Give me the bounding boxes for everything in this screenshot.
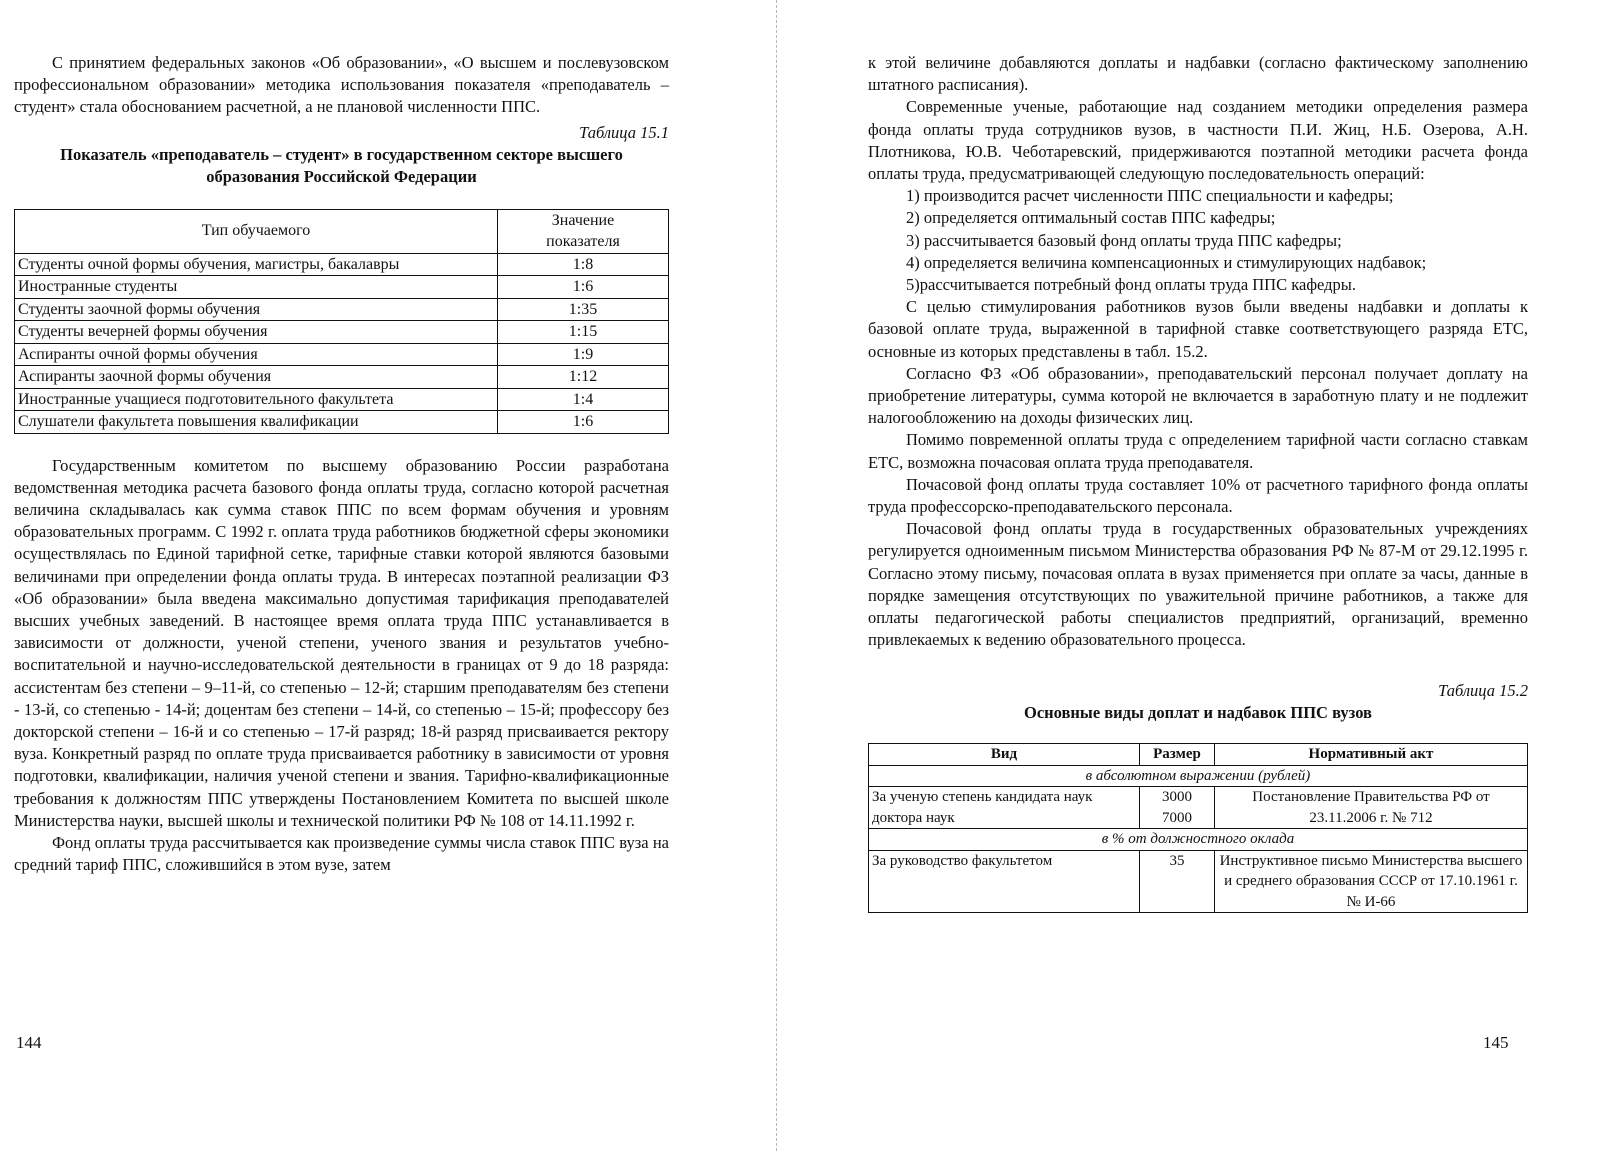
table-cell bbox=[1140, 787, 1215, 829]
table-header: Значение показателя bbox=[498, 209, 669, 253]
table-cell: 1:8 bbox=[498, 253, 669, 276]
table-row bbox=[15, 411, 669, 434]
table-section-label: в абсолютном выражении (рублей) bbox=[869, 765, 1528, 787]
table-title: Основные виды доплат и надбавок ППС вузов bbox=[1024, 703, 1372, 723]
intro-paragraph: С принятием федеральных законов «Об образовании», «О высшем и послевузовском профессиональном образовании» методика использования показателя «преподаватель – студент» стала обоснованием расчетной, а не плановой численности ППС. bbox=[14, 53, 669, 117]
table-cell: За руководство факультетом bbox=[869, 850, 1140, 913]
table-cell: 1:15 bbox=[498, 321, 669, 344]
table-row bbox=[869, 850, 1528, 913]
body-paragraph: Почасовой фонд оплаты труда составляет 10% от расчетного тарифного фонда оплаты труда профессорско-преподавательского персонала. bbox=[868, 474, 1528, 517]
body-paragraph: к этой величине добавляются доплаты и надбавки (согласно фактическому заполнению штатного расписания). bbox=[868, 53, 1528, 95]
body-paragraph: Согласно ФЗ «Об образовании», преподавательский персонал получает доплату на приобретение литературы, сумма которой не включается в заработную плату и не подлежит налогообложению на доходы физических лиц. bbox=[868, 363, 1528, 428]
table-row bbox=[15, 388, 669, 411]
table-cell: Аспиранты заочной формы обучения bbox=[15, 366, 498, 389]
table-header: Размер bbox=[1140, 744, 1215, 766]
cell-line: доктора наук bbox=[872, 809, 955, 826]
list-item: 3) рассчитывается базовый фонд оплаты труда ППС кафедры; bbox=[906, 230, 1342, 250]
cell-line: 3000 bbox=[1162, 789, 1192, 806]
table-row bbox=[15, 298, 669, 321]
table-cell: 35 bbox=[1140, 850, 1215, 913]
table-row bbox=[15, 276, 669, 299]
table-teacher-student-ratio bbox=[14, 209, 669, 434]
table-caption: Таблица 15.1 bbox=[579, 122, 669, 142]
table-section-row bbox=[869, 765, 1528, 787]
table-header: Нормативный акт bbox=[1215, 744, 1528, 766]
list-item: 5)рассчитывается потребный фонд оплаты труда ППС кафедры. bbox=[906, 275, 1356, 295]
right-page bbox=[780, 0, 1601, 1151]
cell-line: За ученую степень кандидата наук bbox=[872, 789, 1093, 806]
table-header: Вид bbox=[869, 744, 1140, 766]
table-cell: Иностранные студенты bbox=[15, 276, 498, 299]
table-row bbox=[15, 366, 669, 389]
body-paragraph: Государственным комитетом по высшему образованию России разработана ведомственная методика расчета базового фонда оплаты труда, согласно которой расчетная величина складывалась как сумма ставок ППС по всем формам обучения и уровням образовательных программ. С 1992 г. оплата труда работников бюджетной сферы экономики осуществлялась по Единой тарифной сетке, тарифные ставки которой являются базовыми величинами при определении фонда оплаты труда. В интересах поэтапной реализации ФЗ «Об образовании» была введена максимально допустимая тарификация преподавателей высших учебных заведений. В настоящее время оплата труда ППС устанавливается в зависимости от должности, ученой степени, ученого звания и результатов учебно-воспитательной и научно-исследовательской деятельности в границах от 9 до 18 разряда: ассистентам без степени – 9–11-й, со степенью – 12-й; старшим преподавателям без степени - 13-й, со степенью - 14-й; доцентам без степени – 14-й, со степенью – 15-й; профессору без докторской степени – 16-й и со степенью – 17-й разряд; 18-й разряд присваивается ректору вуза. Конкретный разряд по оплате труда присваивается работнику в зависимости от уровня подготовки, квалификации, наличия ученой степени и звания. Тарифно-квалификационные требования к должностям ППС утверждены Постановлением Комитета по высшей школе Министерства науки, высшей школы и технической политики РФ № 108 от 14.11.1992 г. bbox=[14, 455, 669, 830]
table-cell: Слушатели факультета повышения квалификации bbox=[15, 411, 498, 434]
body-paragraph: С целью стимулирования работников вузов были введены надбавки и доплаты к базовой оплате труда, выраженной в тарифной ставке соответствующего разряда ЕТС, основные из которых представлены в табл. 15.2. bbox=[868, 297, 1528, 361]
table-row bbox=[15, 253, 669, 276]
page-number: 144 bbox=[16, 1033, 42, 1052]
table-cell: 1:6 bbox=[498, 276, 669, 299]
table-cell bbox=[869, 787, 1140, 829]
table-row bbox=[15, 343, 669, 366]
list-item: 2) определяется оптимальный состав ППС кафедры; bbox=[906, 208, 1276, 228]
table-cell: 1:6 bbox=[498, 411, 669, 434]
body-paragraph: Почасовой фонд оплаты труда в государственных образовательных учреждениях регулируется одноименным письмом Министерства образования РФ № 87-М от 29.12.1995 г. Согласно этому письму, почасовая оплата в вузах применяется при оплате за часы, данные в порядке замещения отсутствующих по уважительной причине работников, а также для оплаты педагогической работы специалистов предприятий, организаций, временно привлекаемых к ведению образовательного процесса. bbox=[868, 519, 1528, 650]
list-item: 1) производится расчет численности ППС специальности и кафедры; bbox=[906, 186, 1394, 206]
table-caption: Таблица 15.2 bbox=[1438, 681, 1528, 701]
table-cell: Студенты заочной формы обучения bbox=[15, 298, 498, 321]
body-paragraph: Фонд оплаты труда рассчитывается как произведение суммы числа ставок ППС вуза на средний тариф ППС, сложившийся в этом вузе, затем bbox=[14, 833, 669, 875]
table-cell: 1:12 bbox=[498, 366, 669, 389]
left-column bbox=[14, 52, 669, 876]
table-title: Показатель «преподаватель – студент» в государственном секторе высшего образования Российской Федерации bbox=[60, 144, 623, 186]
table-section-row bbox=[869, 829, 1528, 851]
table-row bbox=[15, 321, 669, 344]
list-item: 4) определяется величина компенсационных и стимулирующих надбавок; bbox=[906, 252, 1427, 272]
table-cell: Студенты вечерней формы обучения bbox=[15, 321, 498, 344]
table-cell: Инструктивное письмо Министерства высшего и среднего образования СССР от 17.10.1961 г. № И-66 bbox=[1215, 850, 1528, 913]
table-cell: 1:35 bbox=[498, 298, 669, 321]
left-page bbox=[0, 0, 780, 1151]
body-paragraph: Помимо повременной оплаты труда с определением тарифной части согласно ставкам ЕТС, возможна почасовая оплата труда преподавателя. bbox=[868, 430, 1528, 472]
right-column bbox=[868, 52, 1528, 913]
table-allowances bbox=[868, 743, 1528, 913]
table-cell: Студенты очной формы обучения, магистры, бакалавры bbox=[15, 253, 498, 276]
table-cell: Иностранные учащиеся подготовительного факультета bbox=[15, 388, 498, 411]
page-number: 145 bbox=[1483, 1033, 1509, 1052]
table-cell: 1:9 bbox=[498, 343, 669, 366]
table-cell: 1:4 bbox=[498, 388, 669, 411]
table-cell: Постановление Правительства РФ от 23.11.2006 г. № 712 bbox=[1215, 787, 1528, 829]
body-paragraph: Современные ученые, работающие над созданием методики определения размера фонда оплаты труда сотрудников вузов, в частности П.И. Жиц, Н.Б. Озерова, А.Н. Плотникова, Ю.В. Чеботаревский, придерживаются поэтапной методики расчета фонда оплаты труда, предусматривающей следующую последовательность операций: bbox=[868, 97, 1528, 184]
table-cell: Аспиранты очной формы обучения bbox=[15, 343, 498, 366]
cell-line: 7000 bbox=[1162, 809, 1192, 826]
table-row bbox=[869, 787, 1528, 829]
table-header: Тип обучаемого bbox=[15, 209, 498, 253]
table-section-label: в % от должностного оклада bbox=[869, 829, 1528, 851]
